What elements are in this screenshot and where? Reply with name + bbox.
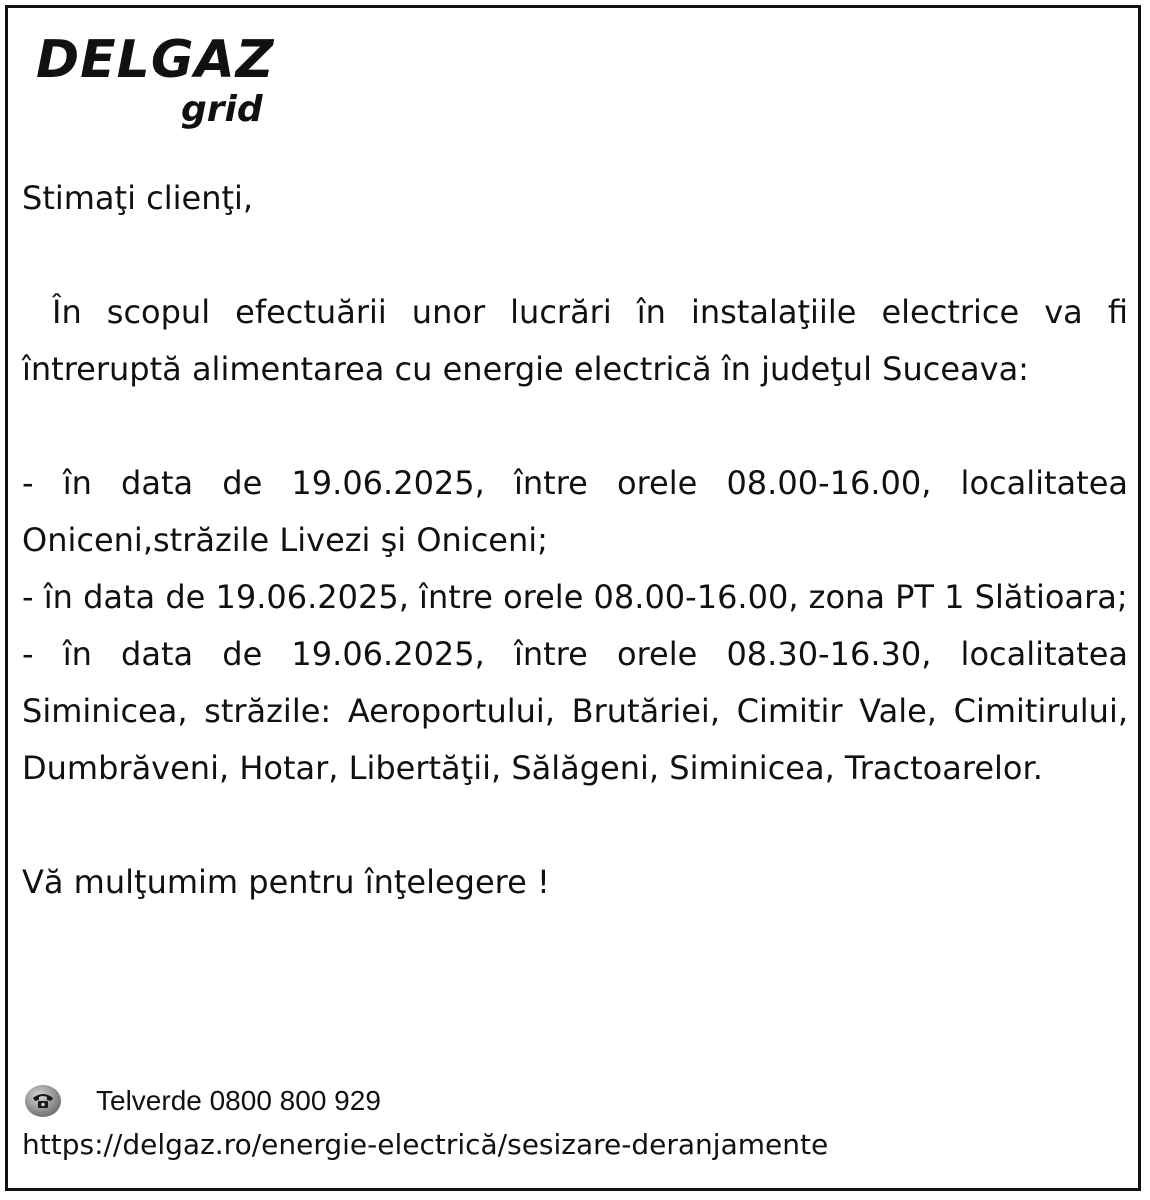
phone-contact [24,1082,381,1120]
spacer [22,797,1128,854]
phone-number: Telverde 0800 800 929 [96,1085,381,1116]
notice-body [22,170,1128,911]
outage-item-2: - în data de 19.06.2025, între orele 08.00-16.00, zona PT 1 Slătioara; [22,578,1128,616]
spacer [22,398,1128,455]
closing-line: Vă mulţumim pentru înţelegere ! [22,863,550,901]
delgaz-grid-logo [36,30,296,130]
telephone-icon [24,1084,62,1118]
outage-item-3: - în data de 19.06.2025, între orele 08.30-16.30, localitatea Siminicea, străzile: Aeroportului, Brutăriei, Cimitir Vale, Cimitirului, Dumbrăveni, Hotar, Libertăţii, Sălăgeni, Siminicea, Tractoarelor. [22,635,1128,787]
greeting: Stimaţi clienţi, [22,179,254,217]
spacer [22,227,1128,284]
logo-main-text: DELGAZ [36,30,275,90]
intro-paragraph: În scopul efectuării unor lucrări în instalaţiile electrice va fi întreruptă alimentarea cu energie electrică în judeţul Suceava: [22,293,1128,388]
logo-sub-text: grid [181,89,263,130]
outage-item-1: - în data de 19.06.2025, între orele 08.00-16.00, localitatea Oniceni,străzile Livezi şi Oniceni; [22,464,1128,559]
report-faults-link[interactable]: https://delgaz.ro/energie-electrică/sesizare-deranjamente [22,1128,829,1161]
